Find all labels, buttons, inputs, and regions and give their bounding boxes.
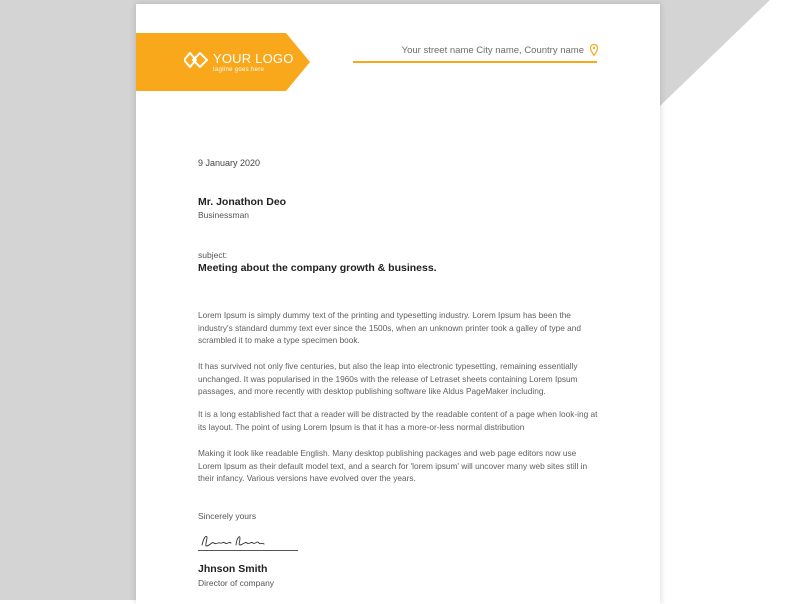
recipient-name: Mr. Jonathon Deo xyxy=(198,196,287,208)
recipient-title: Businessman xyxy=(198,210,250,220)
signer-title: Director of company xyxy=(198,578,275,588)
location-pin-icon xyxy=(590,44,598,56)
diamond-logo-icon xyxy=(184,52,208,68)
letter-date: 9 January 2020 xyxy=(198,158,261,168)
subject-line: Meeting about the company growth & business. xyxy=(198,262,437,274)
letterhead-page xyxy=(136,4,660,604)
address-underline xyxy=(353,61,597,63)
body-paragraph-4: Making it look like readable English. Many desktop publishing packages and web page editors now use Lorem Ipsum as their default model text, and a search for 'lorem ipsum' will uncover many web sites still in their infancy. Various versions have evolved over the years. xyxy=(198,448,588,484)
handwritten-signature xyxy=(200,531,270,551)
body-paragraph-2: It has survived not only five centuries, but also the leap into electronic typesetting, remaining essentially unchanged. It was popularised in the 1960s with the release of Letraset sheets containing Lorem Ipsum passages, and more recently with desktop publishing software like Aldus PageMaker including. xyxy=(198,361,578,397)
body-paragraph-1: Lorem Ipsum is simply dummy text of the printing and typesetting industry. Lorem Ipsum has been the industry's standard dummy text ever since the 1500s, when an unknown printer took a galley of type and scrambled it to make a type specimen book. xyxy=(198,310,581,346)
company-address: Your street name City name, Country name xyxy=(401,45,584,56)
subject-label: subject: xyxy=(198,250,228,260)
body-paragraph-3: It is a long established fact that a reader will be distracted by the readable content of a page when look-ing at its layout. The point of using Lorem Ipsum is that it has a more-or-less normal distribution xyxy=(198,409,598,432)
background-light-area xyxy=(660,0,800,600)
signature-line xyxy=(198,550,298,551)
closing-text: Sincerely yours xyxy=(198,511,257,521)
logo-tagline: tagline goes here xyxy=(213,67,265,73)
signer-name: Jhnson Smith xyxy=(198,563,268,575)
logo-text: YOUR LOGO xyxy=(213,51,294,66)
